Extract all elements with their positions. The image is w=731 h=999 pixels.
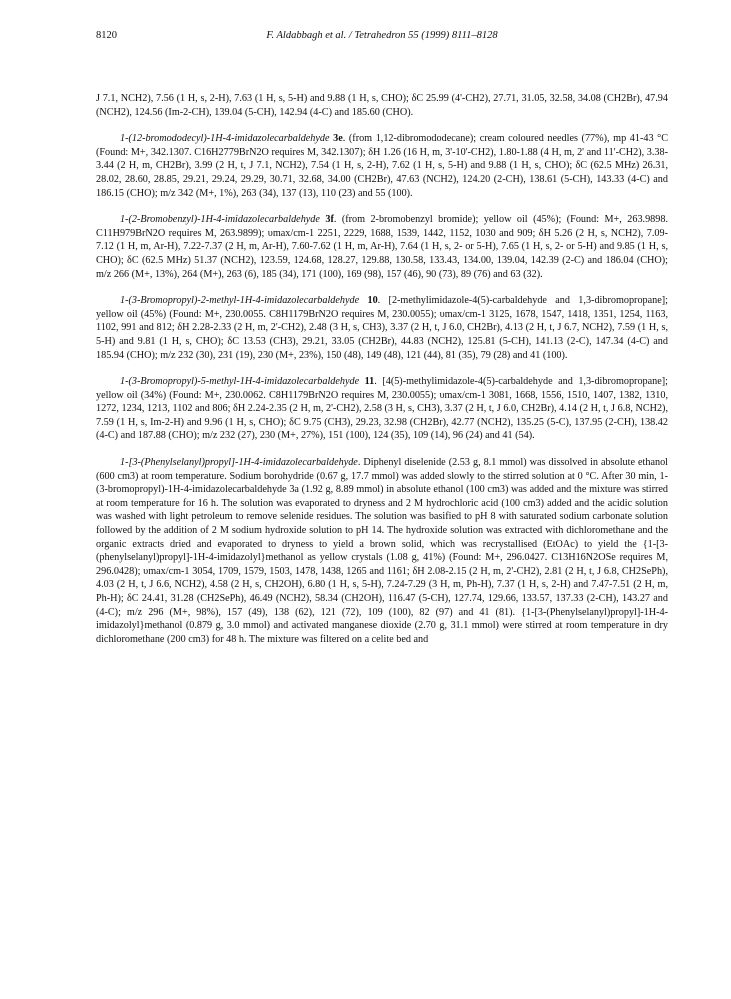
paragraph-text: . [2-methylimidazole-4(5)-carbaldehyde and 1,3-dibromopropane]; yellow oil (45%) (Found: M+, 230.0055. C8H1179BrN2O requires M, 230.0055); υmax/cm-1 3125, 1678, 1547, 1418, 1351, 1254, 1163, 1102, 991 and 812; δH 2.28-2.33 (2 H, m, 2'-CH2), 2.48 (3 H, s, CH3), 3.37 (2 H, t, J 6.0, CH2Br), 4.13 (2 H, t, J 6.7, NCH2), 7.59 (1 H, s, 5-H) and 9.81 (1 H, s, CHO); δC 13.53 (CH3), 29.21, 33.05 (CH2Br), 44.83 (NCH2), 125.81 (5-CH), 141.13 (2-C), 147.34 (4-C) and 185.94 (CHO); m/z 232 (30), 231 (19), 230 (M+, 23%), 150 (48), 149 (48), 121 (44), 81 (35), 79 (28) and 41 (100). — [96, 295, 668, 361]
paragraph-text: . [4(5)-methylimidazole-4(5)-carbaldehyde and 1,3-dibromopropane]; yellow oil (34%) (Found: M+, 230.0062. C8H1179BrN2O requires M, 230.0055); υmax/cm-1 3081, 1668, 1556, 1510, 1407, 1382, 1310, 1272, 1234, 1213, 1102 and 806; δH 2.24-2.35 (2 H, m, 2'-CH2), 2.58 (3 H, s, CH3), 3.37 (2 H, t, J 6.0, CH2Br), 4.14 (2 H, t, J 6.8, NCH2), 7.59 (1 H, s, Im-2-H) and 9.96 (1 H, s, CHO); δC 9.75 (CH3), 29.23, 32.98 (CH2Br), 42.77 (NCH2), 135.25 (5-C), 137.95 (2-CH), 138.42 (4-C) and 187.88 (CHO); m/z 232 (27), 230 (M+, 27%), 151 (100), 124 (35), 109 (14), 96 (24) and 41 (54). — [96, 376, 668, 442]
compound-number: 11 — [364, 376, 375, 388]
paragraph-compound-3e — [96, 132, 668, 200]
compound-number: 10 — [367, 295, 378, 307]
article-body — [96, 92, 668, 659]
compound-name: 1-[3-(Phenylselanyl)propyl]-1H-4-imidazolecarbaldehyde — [120, 457, 358, 469]
paragraph-compound-3f — [96, 213, 668, 281]
compound-number: 3e — [333, 133, 343, 145]
paragraph-text: J 7.1, NCH2), 7.56 (1 H, s, 2-H), 7.63 (1 H, s, 5-H) and 9.88 (1 H, s, CHO); δC 25.99 (4'-CH2), 27.71, 31.05, 32.58, 34.08 (CH2Br), 47.94 (NCH2), 124.56 (Im-2-CH), 139.04 (5-CH), 142.94 (4-C) and 185.60 (CHO). — [96, 93, 668, 118]
paragraph-compound-11 — [96, 375, 668, 443]
paragraph-text: . (from 1,12-dibromododecane); cream coloured needles (77%), mp 41-43 °C (Found: M+, 342.1307. C16H2779BrN2O requires M, 342.1307); δH 1.26 (16 H, m, 3'-10'-CH2), 1.80-1.88 (4 H, m, 2' and 11'-CH2), 3.38-3.44 (2 H, m, CH2Br), 3.99 (2 H, t, J 7.1, NCH2), 7.54 (1 H, s, 2-H), 7.62 (1 H, s, 5-H) and 9.88 (1 H, s, CHO); δC (62.5 MHz) 26.31, 28.02, 28.60, 28.85, 29.21, 29.24, 29.29, 30.71, 32.68, 34.00 (CH2Br), 47.63 (NCH2), 124.20 (2-CH), 138.61 (5-CH), 143.33 (4-C) and 186.15 (CHO); m/z 342 (M+, 1%), 263 (34), 137 (13), 110 (23) and 55 (100). — [96, 133, 668, 199]
running-title: F. Aldabbagh et al. / Tetrahedron 55 (1999) 8111–8128 — [266, 30, 498, 41]
paragraph-phenylselanyl — [96, 456, 668, 646]
page-header — [96, 30, 668, 46]
paragraph-continued — [96, 92, 668, 119]
compound-name: 1-(12-bromododecyl)-1H-4-imidazolecarbaldehyde — [120, 133, 330, 145]
compound-name: 1-(2-Bromobenzyl)-1H-4-imidazolecarbaldehyde — [120, 214, 320, 226]
paragraph-text: . Diphenyl diselenide (2.53 g, 8.1 mmol) was dissolved in absolute ethanol (600 cm3) at room temperature. Sodium borohydride (0.67 g, 17.7 mmol) was added slowly to the stirred solution at 0 °C. After 30 min, 1-(3-bromopropyl)-1H-4-imidazolecarbaldehyde 3a (1.92 g, 8.89 mmol) in absolute ethanol (100 cm3) was added and the mixture was stirred at room temperature for 16 h. The solution was evaporated to dryness and 2 M hydrochloric acid (100 cm3) added and the acidic solution was washed with light petroleum to remove selenide residues. The solution was basified to pH 8 with saturated sodium carbonate solution followed by the addition of 2 M sodium hydroxide solution to pH 14. The hydroxide solution was extracted with dichloromethane and the organic extracts dried and evaporated to dryness to yield a brown solid, which was recrystallised (EtOAc) to yield the {1-[3-(phenylselanyl)propyl]-1H-4-imidazolyl}methanol as yellow crystals (1.08 g, 41%) (Found: M+, 296.0427. C13H16N2OSe requires M, 296.0428); υmax/cm-1 3054, 1709, 1579, 1503, 1478, 1438, 1265 and 1161; δH 2.08-2.15 (2 H, m, 2'-CH2), 2.81 (2 H, t, J 6.8, CH2SePh), 4.03 (2 H, t, J 6.6, NCH2), 4.58 (2 H, s, CH2OH), 6.80 (1 H, s, 5-H), 7.24-7.29 (3 H, m, Ph-H), 7.37 (1 H, s, 2-H) and 7.47-7.51 (2 H, m, Ph-H); δC 24.41, 31.28 (CH2SePh), 46.49 (NCH2), 58.34 (CH2OH), 116.47 (5-CH), 127.74, 129.66, 133.57, 137.33 (2-CH), 143.27 and (4-C); m/z 296 (M+, 98%), 157 (49), 138 (62), 121 (72), 109 (100), 82 (97) and 41 (81). {1-[3-(Phenylselanyl)propyl]-1H-4-imidazolyl}methanol (0.879 g, 3.0 mmol) and activated manganese dioxide (2.70 g, 31.1 mmol) were stirred at room temperature in dry dichloromethane (200 cm3) for 48 h. The mixture was filtered on a celite bed and — [96, 457, 668, 645]
compound-name: 1-(3-Bromopropyl)-2-methyl-1H-4-imidazolecarbaldehyde — [120, 295, 360, 307]
compound-number: 3f — [325, 214, 334, 226]
paragraph-compound-10 — [96, 294, 668, 362]
paragraph-text: . (from 2-bromobenzyl bromide); yellow oil (45%); (Found: M+, 263.9898. C11H979BrN2O requires M, 263.9899); υmax/cm-1 2251, 2229, 1688, 1539, 1442, 1152, 1030 and 909; δH 5.26 (2 H, s, NCH2), 7.09-7.12 (1 H, m, Ar-H), 7.22-7.37 (2 H, m, Ar-H), 7.60-7.62 (1 H, m, Ar-H), 7.64 (1 H, s, 2- or 5-H), 7.65 (1 H, s, 2- or 5-H) and 9.85 (1 H, s, CHO); δC (62.5 MHz) 51.37 (NCH2), 123.59, 124.68, 128.27, 129.88, 130.58, 133.43, 134.00, 139.04, 142.39 (2-C) and 186.04 (CHO); m/z 266 (M+, 13%), 264 (M+), 263 (6), 185 (34), 171 (100), 169 (98), 157 (46), 90 (73), 89 (76) and 63 (32). — [96, 214, 669, 280]
compound-name: 1-(3-Bromopropyl)-5-methyl-1H-4-imidazolecarbaldehyde — [120, 376, 360, 388]
page-number: 8120 — [96, 30, 117, 41]
